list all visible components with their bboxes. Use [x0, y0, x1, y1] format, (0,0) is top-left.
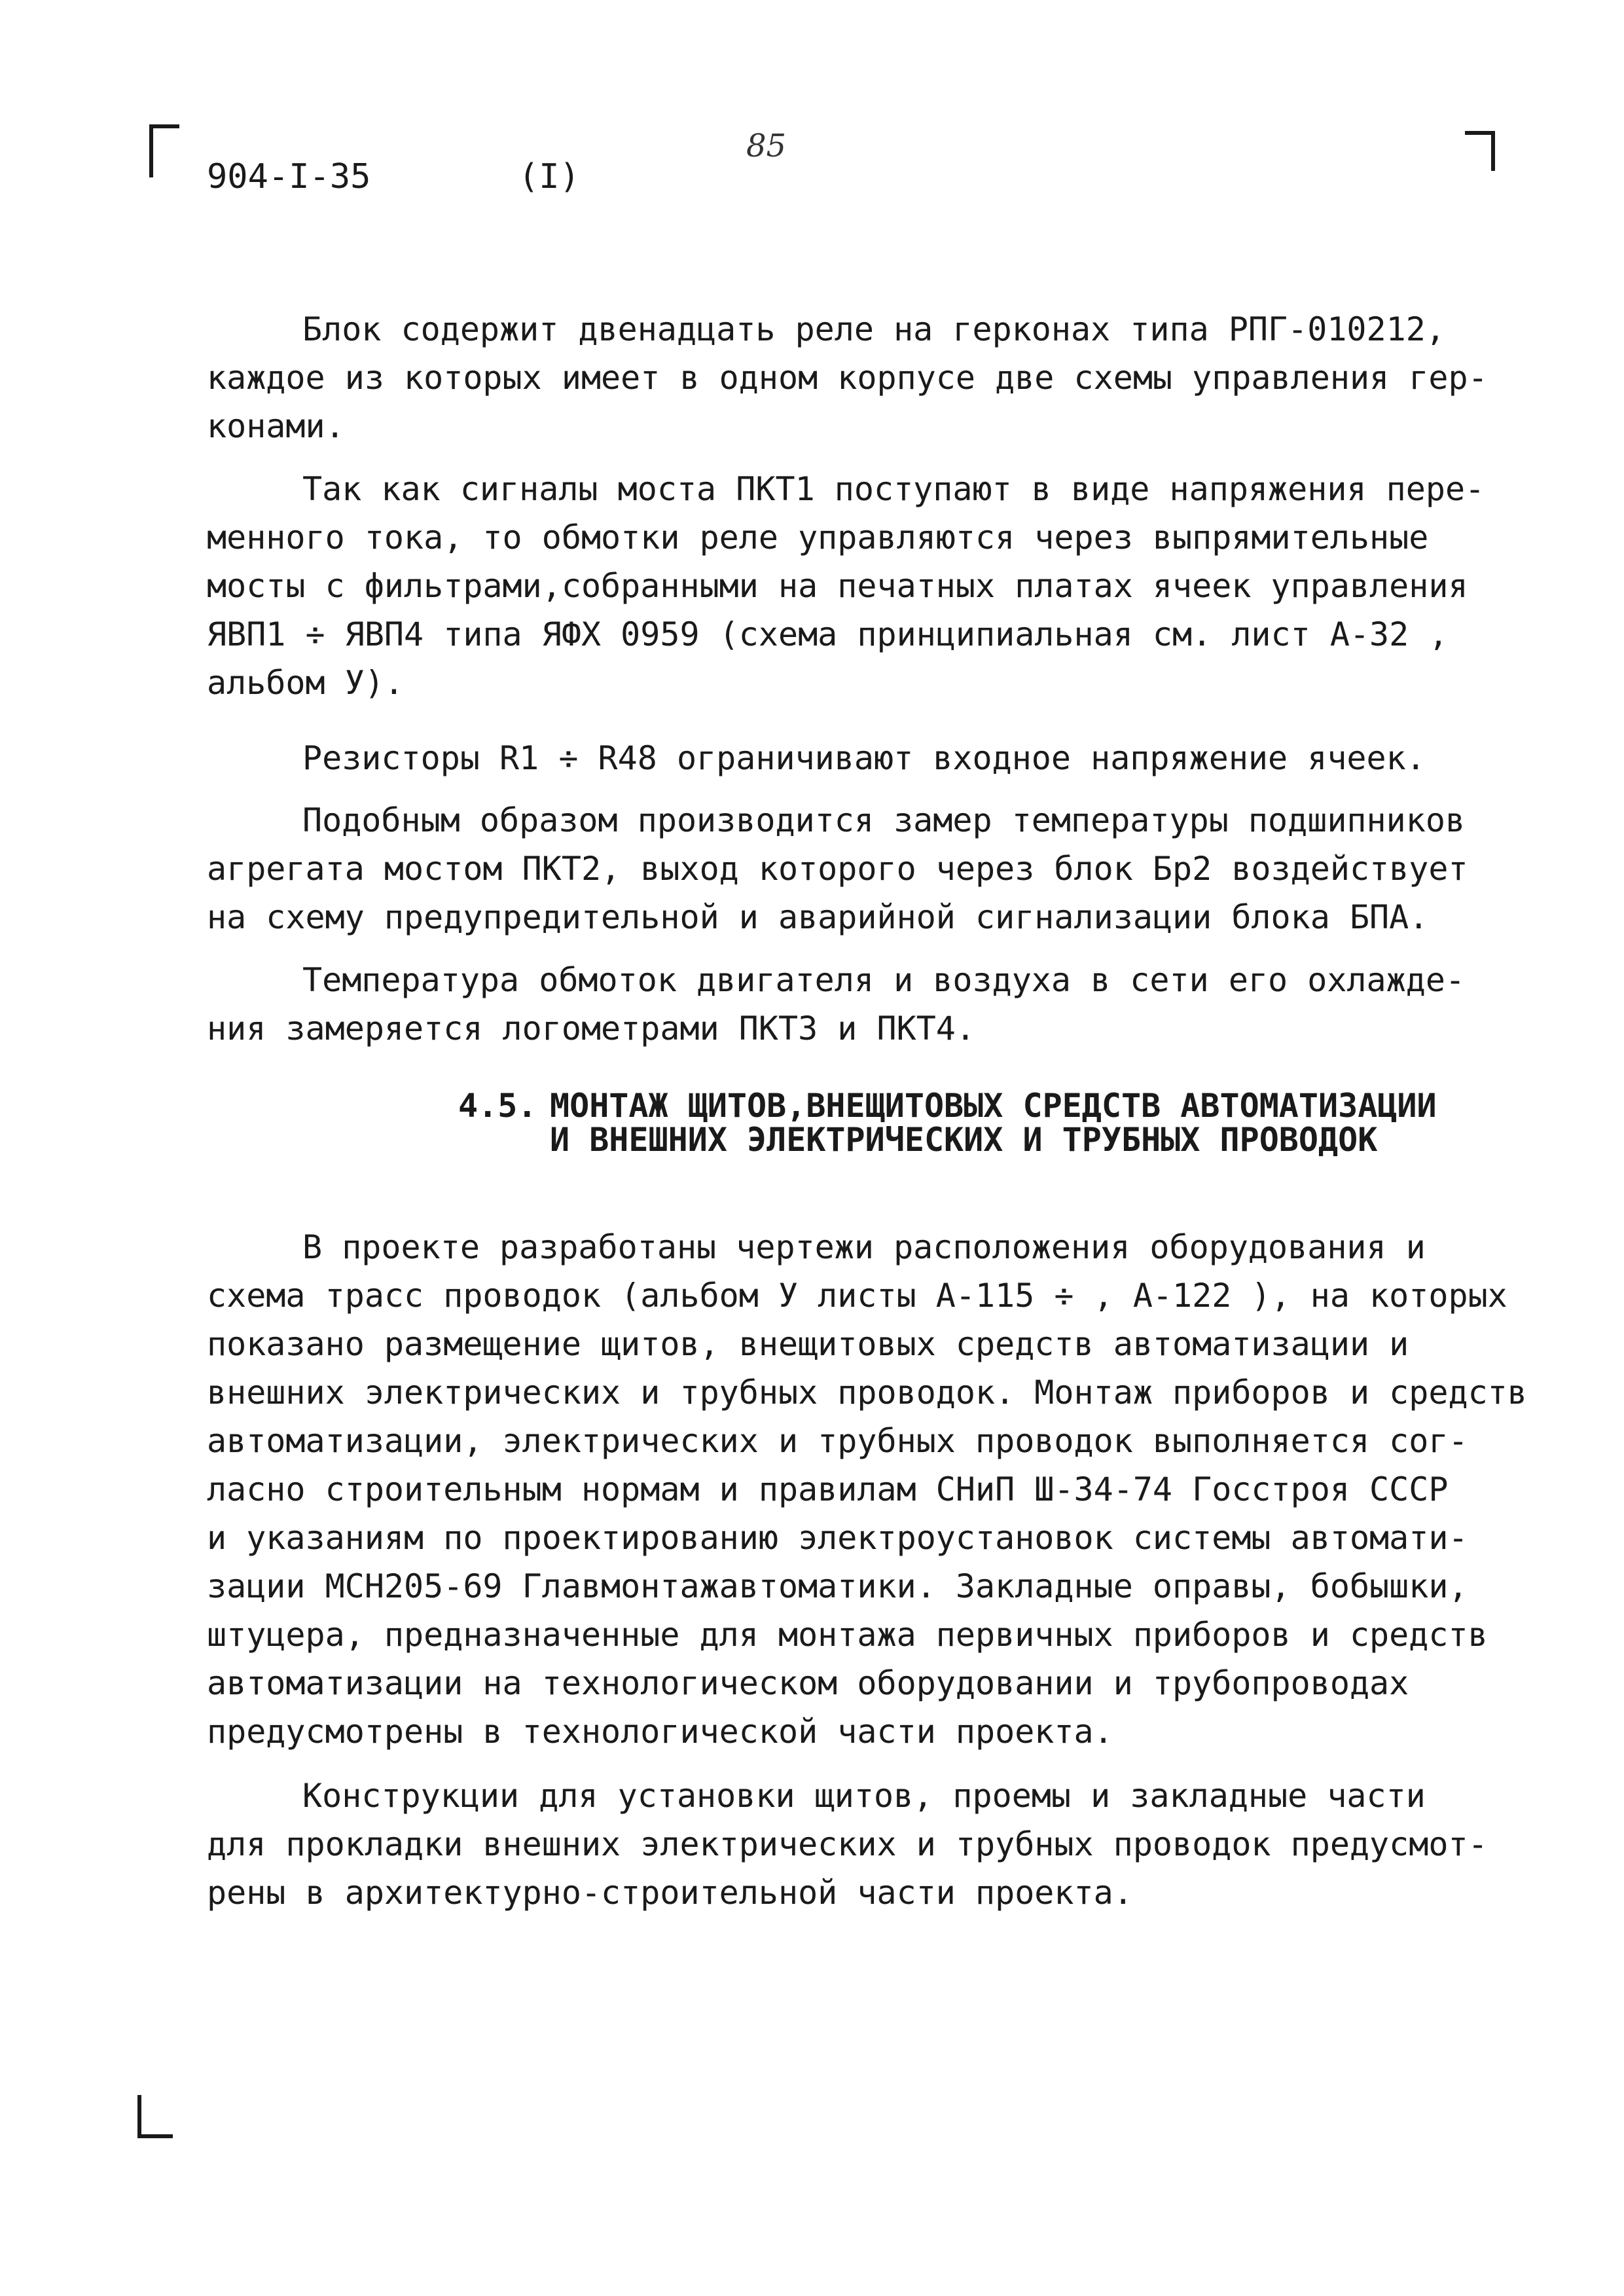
text-line: на схему предупредительной и аварийной сигнализации блока БПА. — [207, 898, 1429, 936]
document-code: 904-I-35 — [207, 157, 371, 196]
text-line: Резисторы R1 ÷ R48 ограничивают входное напряжение ячеек. — [302, 739, 1426, 777]
text-line: В проекте разработаны чертежи расположения оборудования и — [302, 1228, 1426, 1266]
volume-number: (I) — [518, 157, 580, 196]
text-line: Конструкции для установки щитов, проемы и закладные части — [302, 1777, 1426, 1815]
text-line: рены в архитектурно-строительной части проекта. — [207, 1874, 1133, 1912]
text-line: менного тока, то обмотки реле управляются через выпрямительные — [207, 519, 1429, 556]
text-line: ласно строительным нормам и правилам СНиП Ш-34-74 Госстроя СССР — [207, 1470, 1449, 1508]
text-line: зации МСН205-69 Главмонтажавтоматики. Закладные оправы, бобышки, — [207, 1567, 1468, 1605]
text-line: штуцера, предназначенные для монтажа первичных приборов и средств — [207, 1616, 1488, 1654]
text-line: Подобным образом производится замер температуры подшипников — [302, 801, 1466, 839]
corner-mark-top-right — [1465, 131, 1495, 171]
text-line: внешних электрических и трубных проводок. Монтаж приборов и средств — [207, 1374, 1527, 1412]
text-line: Так как сигналы моста ПКТ1 поступают в виде напряжения пере- — [302, 470, 1485, 508]
section-number: 4.5. — [458, 1087, 537, 1125]
text-line: Блок содержит двенадцать реле на герконах типа РПГ-010212, — [302, 310, 1445, 348]
text-line: схема трасс проводок (альбом У листы А-115 ÷ , А-122 ), на которых — [207, 1277, 1507, 1315]
text-line: для прокладки внешних электрических и трубных проводок предусмот- — [207, 1825, 1488, 1863]
text-line: предусмотрены в технологической части проекта. — [207, 1713, 1113, 1751]
text-line: мосты с фильтрами,собранными на печатных платах ячеек управления — [207, 567, 1468, 605]
text-line: Температура обмоток двигателя и воздуха в сети его охлажде- — [302, 961, 1466, 999]
text-line: автоматизации, электрических и трубных проводок выполняется сог- — [207, 1422, 1468, 1460]
page-number: 85 — [746, 128, 787, 164]
text-line: и указаниям по проектированию электроустановок системы автомати- — [207, 1519, 1468, 1557]
text-line: конами. — [207, 407, 345, 445]
text-line: автоматизации на технологическом оборудовании и трубопроводах — [207, 1664, 1409, 1702]
text-line: ЯВП1 ÷ ЯВП4 типа ЯФХ 0959 (схема принципиальная см. лист А-32 , — [207, 615, 1449, 653]
text-line: ния замеряется логометрами ПКТ3 и ПКТ4. — [207, 1010, 975, 1048]
corner-mark-bottom-left — [137, 2095, 173, 2138]
section-title-line-1: МОНТАЖ ЩИТОВ,ВНЕЩИТОВЫХ СРЕДСТВ АВТОМАТИЗАЦИИ — [550, 1087, 1437, 1125]
corner-mark-top-left — [149, 124, 179, 177]
text-line: показано размещение щитов, внещитовых средств автоматизации и — [207, 1325, 1409, 1363]
text-line: каждое из которых имеет в одном корпусе две схемы управления гер- — [207, 359, 1488, 397]
section-title-line-2: И ВНЕШНИХ ЭЛЕКТРИЧЕСКИХ И ТРУБНЫХ ПРОВОДОК — [550, 1121, 1378, 1159]
text-line: альбом У). — [207, 664, 405, 702]
text-line: агрегата мостом ПКТ2, выход которого через блок Бр2 воздействует — [207, 850, 1468, 888]
